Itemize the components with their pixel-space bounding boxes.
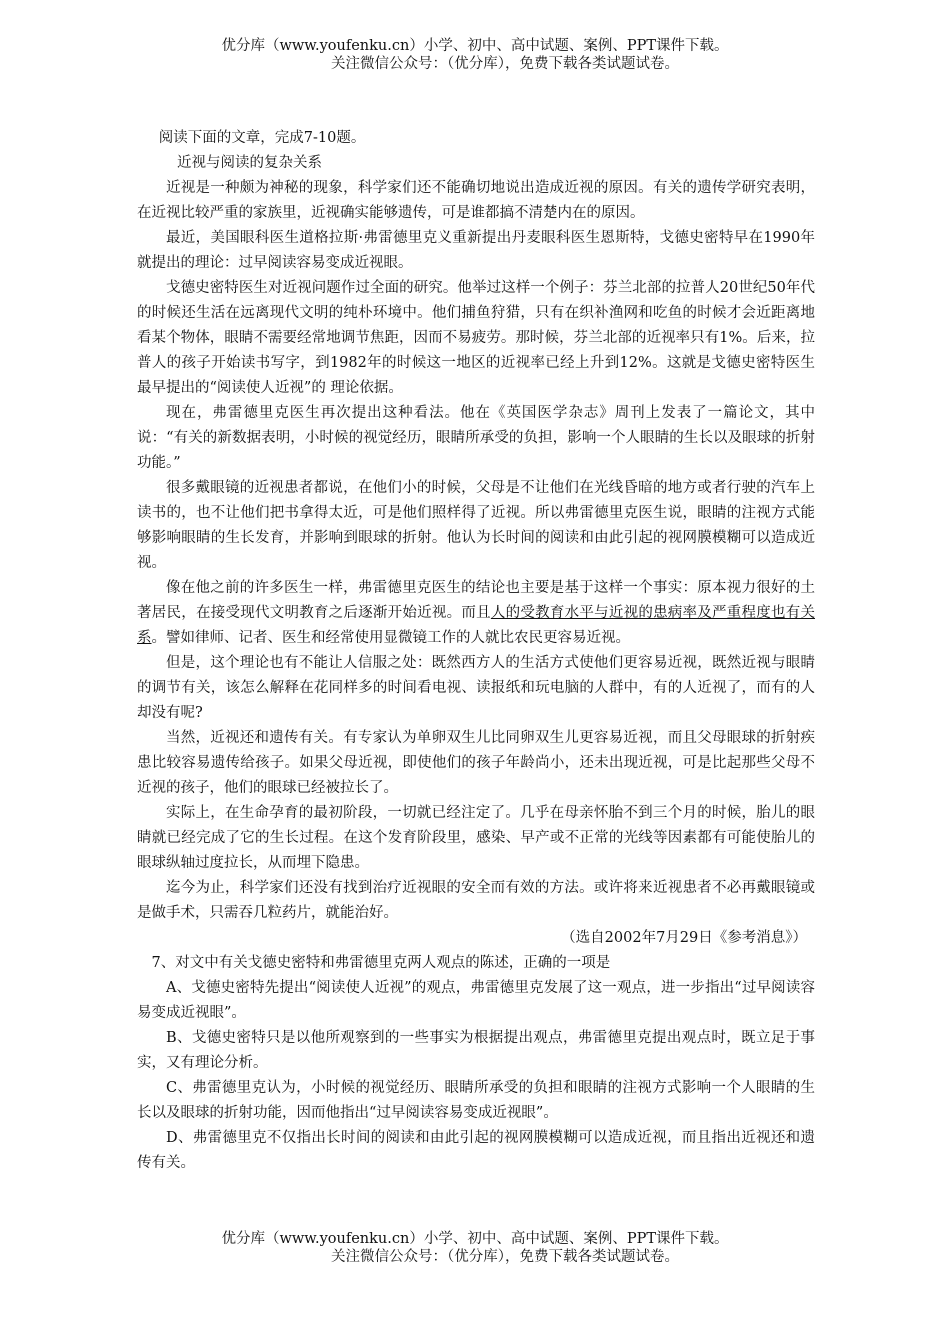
option-c: C、弗雷德里克认为，小时候的视觉经历、眼睛所承受的负担和眼睛的注视方式影响一个人眼睛的生长以及眼球的折射功能，因而他指出“过早阅读容易变成近视眼”。 bbox=[137, 1080, 815, 1121]
paragraph: 很多戴眼镜的近视患者都说，在他们小的时候，父母是不让他们在光线昏暗的地方或者行驶的汽车上读书的，也不让他们把书拿得太近，可是他们照样得了近视。所以弗雷德里克医生说，眼睛的注视方式能够影响眼睛的生长发育，并影响到眼球的折射。他认为长时间的阅读和由此引起的视网膜模糊可以造成近视。 bbox=[137, 480, 815, 571]
article-source: （选自2002年7月29日《参考消息》） bbox=[561, 930, 807, 946]
article-body bbox=[137, 126, 815, 1176]
paragraph: 但是，这个理论也有不能让人信服之处：既然西方人的生活方式使他们更容易近视，既然近视与眼睛的调节有关，该怎么解释在花同样多的时间看电视、读报纸和玩电脑的人群中，有的人近视了，而有的人却没有呢? bbox=[137, 655, 815, 721]
paragraph: 现在，弗雷德里克医生再次提出这种看法。他在《英国医学杂志》周刊上发表了一篇论文，其中说：“有关的新数据表明，小时候的视觉经历，眼睛所承受的负担，影响一个人眼睛的生长以及眼球的折射功能。” bbox=[137, 405, 815, 471]
paragraph: 当然，近视还和遗传有关。有专家认为单卵双生儿比同卵双生儿更容易近视，而且父母眼球的折射疾患比较容易遗传给孩子。如果父母近视，即使他们的孩子年龄尚小，还未出现近视，可是比起那些父母不近视的孩子，他们的眼球已经被拉长了。 bbox=[137, 730, 815, 796]
paragraph-text: 像在他之前的许多医生一样，弗雷德里克医生的结论也主要是基于这样一个事实：原本视力很好的土著居民，在接受现代文明教育之后逐渐开始近视。而且 bbox=[137, 580, 815, 621]
footer-line-1: 优分库（www.youfenku.cn）小学、初中、高中试题、案例、PPT课件下载。 bbox=[221, 1231, 729, 1247]
option-b: B、戈德史密特只是以他所观察到的一些事实为根据提出观点，弗雷德里克提出观点时，既立足于事实，又有理论分析。 bbox=[137, 1030, 815, 1071]
option-d: D、弗雷德里克不仅指出长时间的阅读和由此引起的视网膜模糊可以造成近视，而且指出近视还和遗传有关。 bbox=[137, 1130, 815, 1171]
option-a: A、戈德史密特先提出“阅读使人近视”的观点，弗雷德里克发展了这一观点，进一步指出“过早阅读容易变成近视眼”。 bbox=[137, 980, 815, 1021]
paragraph: 最近，美国眼科医生道格拉斯·弗雷德里克义重新提出丹麦眼科医生恩斯特，戈德史密特早在1990年就提出的理论：过早阅读容易变成近视眼。 bbox=[137, 230, 815, 271]
header-line-1: 优分库（www.youfenku.cn）小学、初中、高中试题、案例、PPT课件下载。 bbox=[221, 38, 729, 54]
header-line-2: 关注微信公众号：（优分库），免费下载各类试题试卷。 bbox=[331, 56, 679, 72]
paragraph-text: 。譬如律师、记者、医生和经常使用显微镜工作的人就比农民更容易近视。 bbox=[151, 630, 630, 646]
underlined-sentence: 人的受教育水平与近视的患病率及严重程度也有关系 bbox=[137, 605, 816, 646]
question-stem: 7、对文中有关戈德史密特和弗雷德里克两人观点的陈述，正确的一项是 bbox=[151, 955, 611, 971]
page-header bbox=[0, 37, 950, 73]
footer-line-2: 关注微信公众号：（优分库），免费下载各类试题试卷。 bbox=[331, 1249, 679, 1265]
paragraph-with-underline bbox=[137, 576, 815, 651]
paragraph: 迄今为止，科学家们还没有找到治疗近视眼的安全而有效的方法。或许将来近视患者不必再戴眼镜或是做手术，只需吞几粒药片，就能治好。 bbox=[137, 880, 815, 921]
article-title: 近视与阅读的复杂关系 bbox=[177, 155, 322, 171]
page-footer bbox=[0, 1230, 950, 1266]
paragraph: 近视是一种颇为神秘的现象，科学家们还不能确切地说出造成近视的原因。有关的遗传学研究表明，在近视比较严重的家族里，近视确实能够遗传，可是谁都搞不清楚内在的原因。 bbox=[137, 180, 815, 221]
paragraph: 戈德史密特医生对近视问题作过全面的研究。他举过这样一个例子：芬兰北部的拉普人20世纪50年代的时候还生活在远离现代文明的纯朴环境中。他们捕鱼狩猎，只有在织补渔网和吃鱼的时候才会近距离地看某个物体，眼睛不需要经常地调节焦距，因而不易疲劳。那时候，芬兰北部的近视率只有1%。后来，拉普人的孩子开始读书写字，到1982年的时候这一地区的近视率已经上升到12%。这就是戈德史密特医生最早提出的“阅读使人近视”的 理论依据。 bbox=[137, 280, 815, 396]
reading-instruction: 阅读下面的文章，完成7-10题。 bbox=[158, 130, 366, 146]
paragraph: 实际上，在生命孕育的最初阶段，一切就已经注定了。几乎在母亲怀胎不到三个月的时候，胎儿的眼睛就已经完成了它的生长过程。在这个发育阶段里，感染、早产或不正常的光线等因素都有可能使胎儿的眼球纵轴过度拉长，从而埋下隐患。 bbox=[137, 805, 815, 871]
